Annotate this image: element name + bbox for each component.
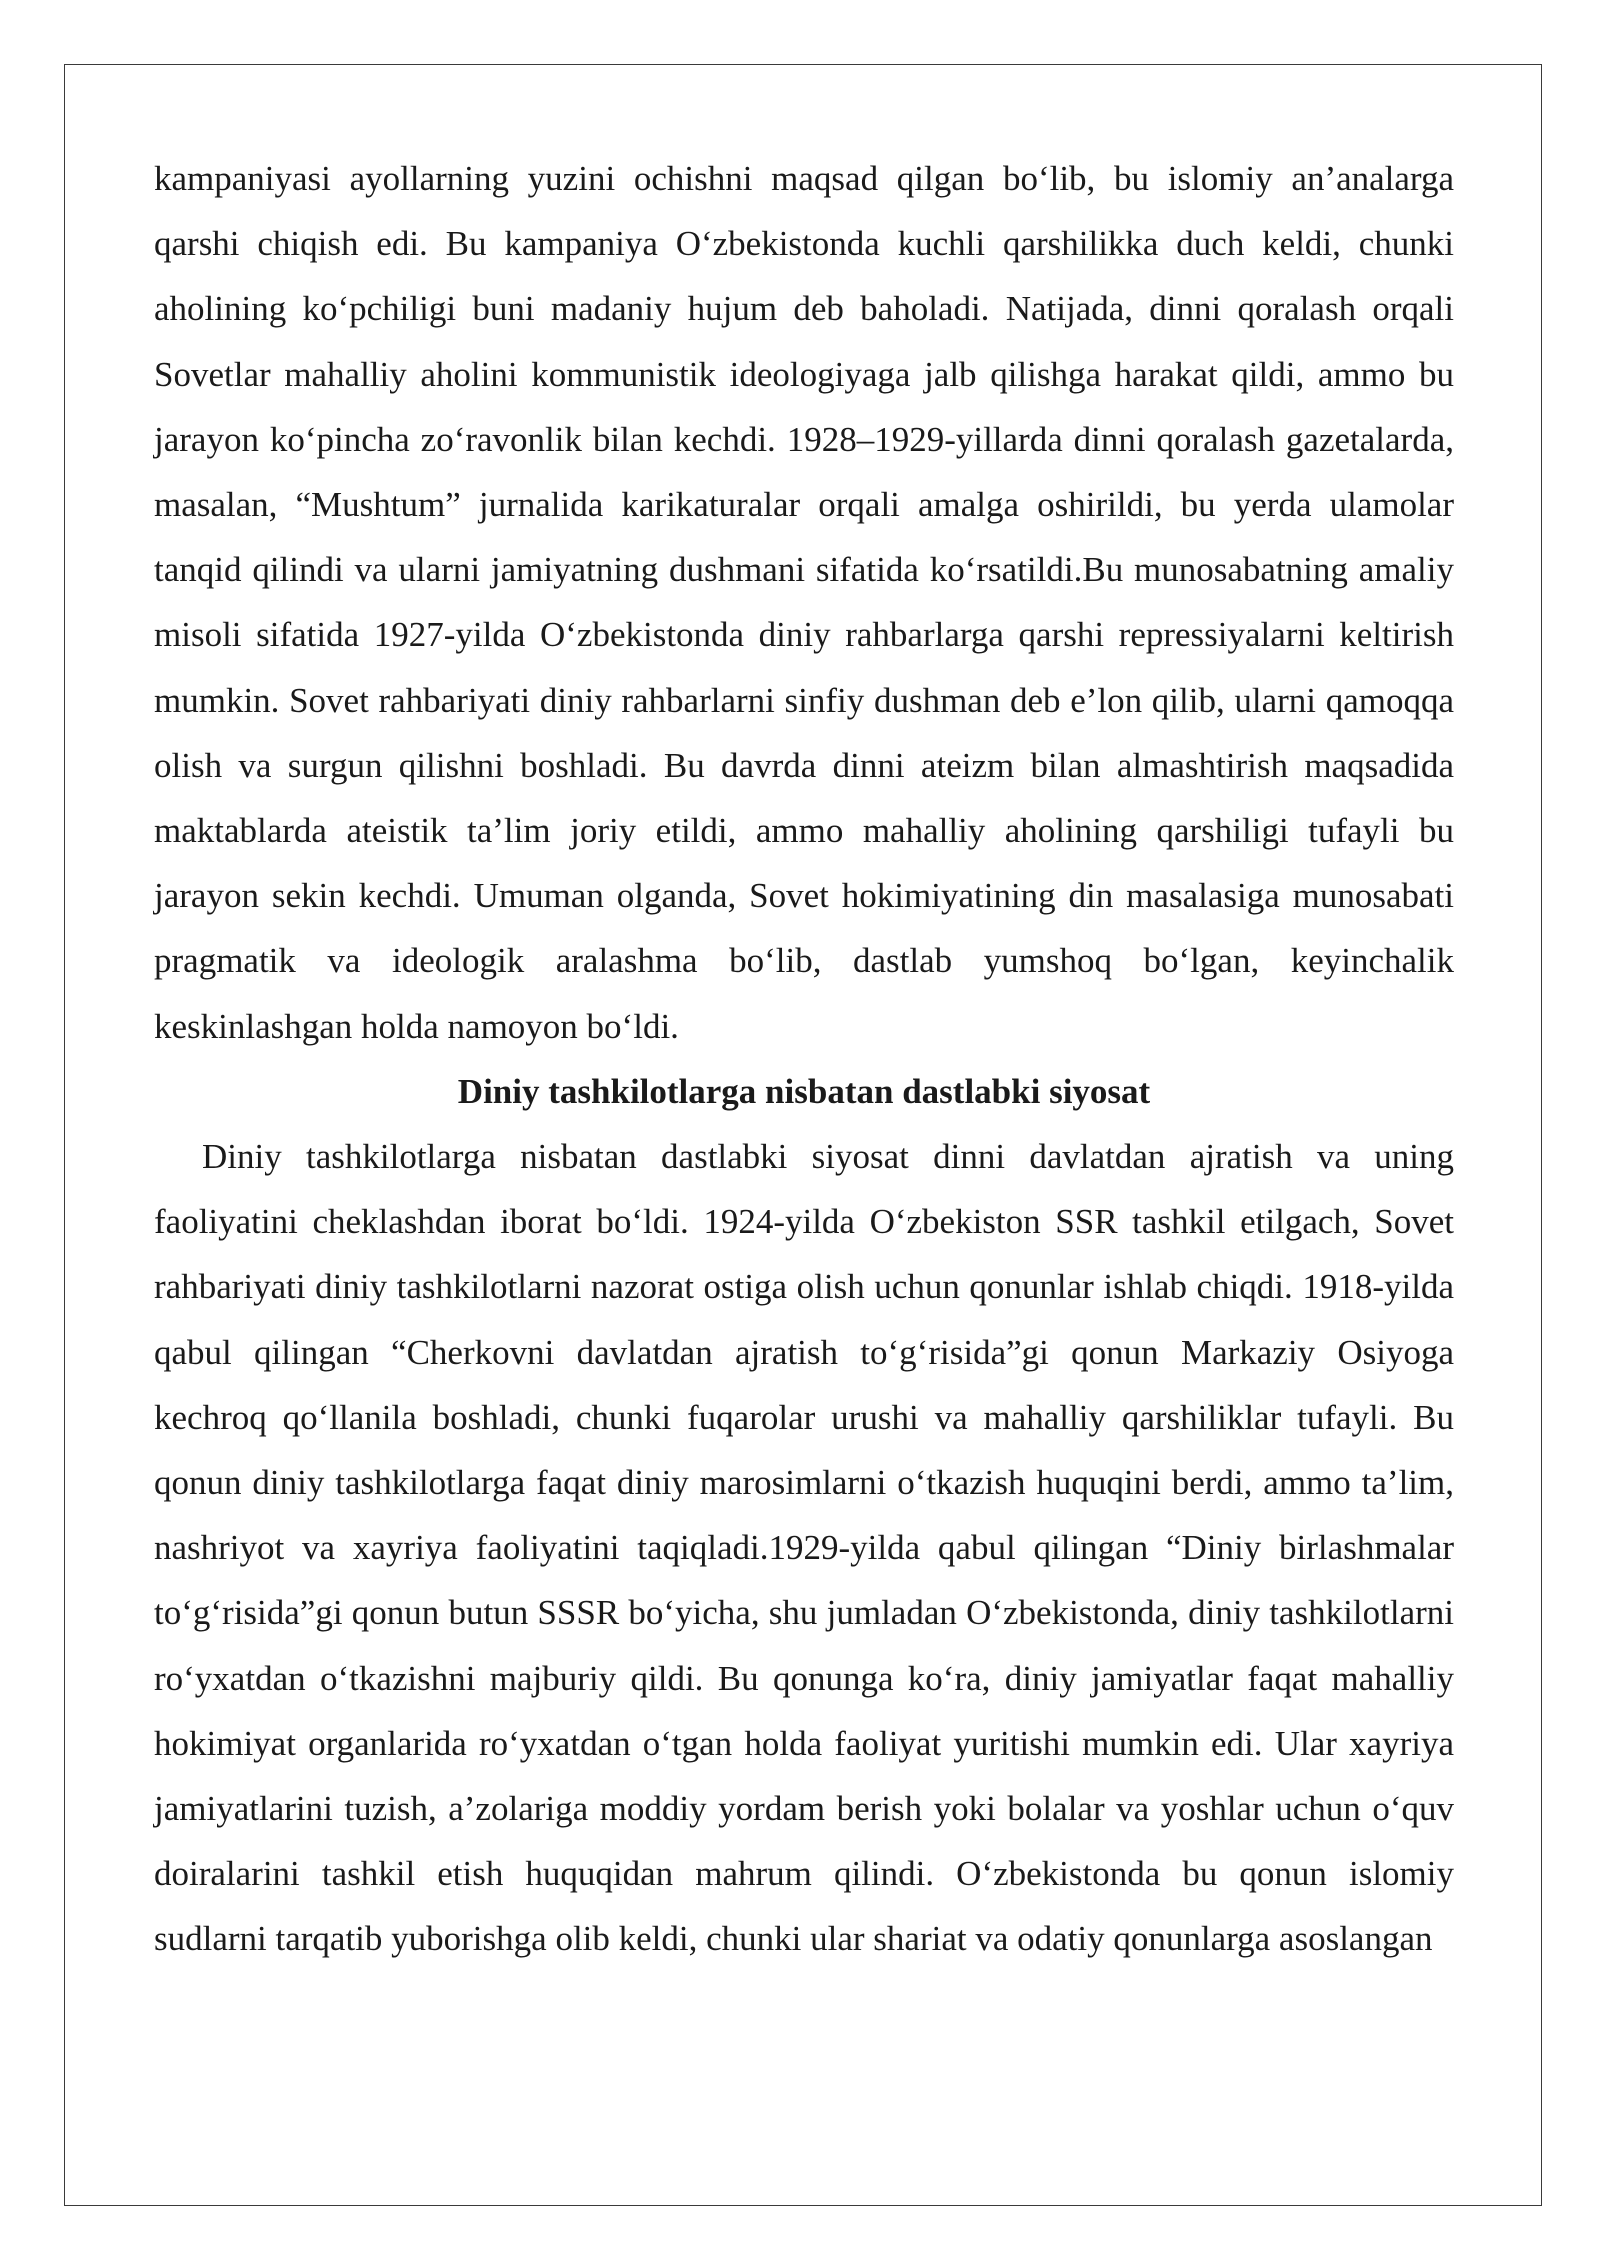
document-body bbox=[154, 146, 1454, 1972]
paragraph-continued: kampaniyasi ayollarning yuzini ochishni maqsad qilgan bo‘lib, bu islomiy an’analarga qarshi chiqish edi. Bu kampaniya O‘zbekistonda kuchli qarshilikka duch keldi, chunki aholining ko‘pchiligi buni madaniy hujum deb baholadi. Natijada, dinni qoralash orqali Sovetlar mahalliy aholini kommunistik ideologiyaga jalb qilishga harakat qildi, ammo bu jarayon ko‘pincha zo‘ravonlik bilan kechdi. 1928–1929-yillarda dinni qoralash gazetalarda, masalan, “Mushtum” jurnalida karikaturalar orqali amalga oshirildi, bu yerda ulamolar tanqid qilindi va ularni jamiyatning dushmani sifatida ko‘rsatildi.Bu munosabatning amaliy misoli sifatida 1927-yilda O‘zbekistonda diniy rahbarlarga qarshi repressiyalarni keltirish mumkin. Sovet rahbariyati diniy rahbarlarni sinfiy dushman deb e’lon qilib, ularni qamoqqa olish va surgun qilishni boshladi. Bu davrda dinni ateizm bilan almashtirish maqsadida maktablarda ateistik ta’lim joriy etildi, ammo mahalliy aholining qarshiligi tufayli bu jarayon sekin kechdi. Umuman olganda, Sovet hokimiyatining din masalasiga munosabati pragmatik va ideologik aralashma bo‘lib, dastlab yumshoq bo‘lgan, keyinchalik keskinlashgan holda namoyon bo‘ldi. bbox=[154, 159, 1454, 1046]
section-heading: Diniy tashkilotlarga nisbatan dastlabki siyosat bbox=[457, 1071, 1151, 1111]
paragraph-section: Diniy tashkilotlarga nisbatan dastlabki siyosat dinni davlatdan ajratish va uning faoliyatini cheklashdan iborat bo‘ldi. 1924-yilda O‘zbekiston SSR tashkil etilgach, Sovet rahbariyati diniy tashkilotlarni nazorat ostiga olish uchun qonunlar ishlab chiqdi. 1918-yilda qabul qilingan “Cherkovni davlatdan ajratish to‘g‘risida”gi qonun Markaziy Osiyoga kechroq qo‘llanila boshladi, chunki fuqarolar urushi va mahalliy qarshiliklar tufayli. Bu qonun diniy tashkilotlarga faqat diniy marosimlarni o‘tkazish huquqini berdi, ammo ta’lim, nashriyot va xayriya faoliyatini taqiqladi.1929-yilda qabul qilingan “Diniy birlashmalar to‘g‘risida”gi qonun butun SSSR bo‘yicha, shu jumladan O‘zbekistonda, diniy tashkilotlarni ro‘yxatdan o‘tkazishni majburiy qildi. Bu qonunga ko‘ra, diniy jamiyatlar faqat mahalliy hokimiyat organlarida ro‘yxatdan o‘tgan holda faoliyat yuritishi mumkin edi. Ular xayriya jamiyatlarini tuzish, a’zolariga moddiy yordam berish yoki bolalar va yoshlar uchun o‘quv doiralarini tashkil etish huquqidan mahrum qilindi. O‘zbekistonda bu qonun islomiy sudlarni tarqatib yuborishga olib keldi, chunki ular shariat va odatiy qonunlarga asoslangan bbox=[154, 1137, 1454, 1959]
